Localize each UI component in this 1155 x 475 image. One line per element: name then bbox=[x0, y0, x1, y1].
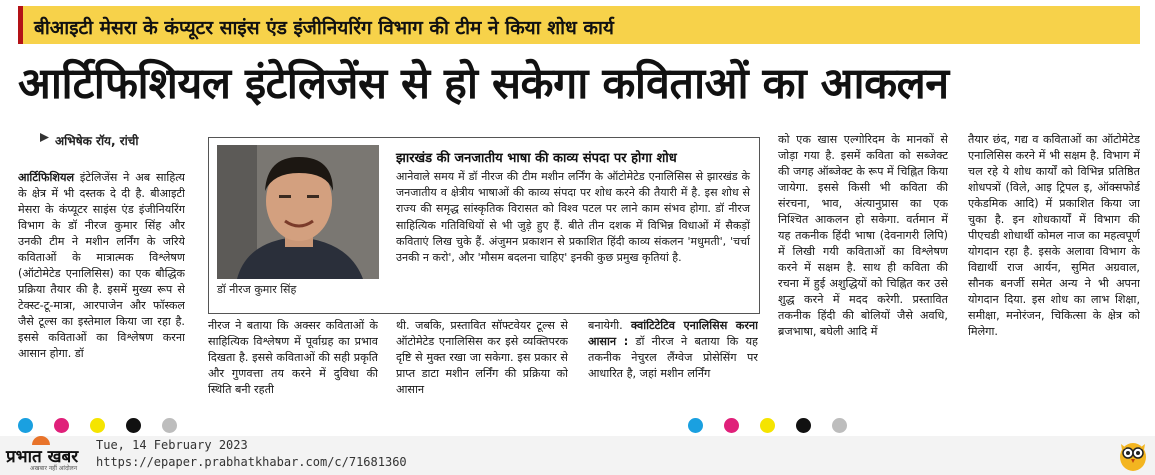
column-1-text: इंटेलिजेंस ने अब साहित्य के क्षेत्र में भी दस्तक दे दी है. बीआइटी मेसरा के कंप्यूटर साइंस एंड इंजीनियरिंग विभाग के डॉ नीरज कुमार सिंह और उनकी टीम ने मशीन लर्निंग के जरिये कविताओं के मात्रात्मक विश्लेषण (ऑटोमेटेड एनालिसिस) का एक बौद्धिक प्रक्रिया तैयार की है. इसमें मुख्य रूप से टेक्स्ट-टू-मात्रा, आरपाजेन और फॉस्कल जैसे टूल्स का इस्तेमाल किया जा रहा है. इससे कविताओं का विश्लेषण करना आसान होगा. डॉ bbox=[18, 171, 185, 360]
kicker-text: बीआइटी मेसरा के कंप्यूटर साइंस एंड इंजीनियरिंग विभाग की टीम ने किया शोध कार्य bbox=[34, 17, 614, 39]
edition-url[interactable]: https://epaper.prabhatkhabar.com/c/71681360 bbox=[96, 455, 407, 469]
photo-caption: डॉ नीरज कुमार सिंह bbox=[217, 283, 297, 296]
byline: अभिषेक रॉय, रांची bbox=[55, 134, 139, 148]
registration-swatch-magenta bbox=[724, 418, 739, 433]
article-column-2: नीरज ने बताया कि अक्सर कविताओं के साहित्यिक विश्लेषण में पूर्वाग्रह का प्रभाव दिखता है. इससे कविताओं की सही प्रकृति और गुणवत्ता तय करने में दुविधा की स्थिति बनी रहती bbox=[208, 319, 378, 396]
registration-swatch-cyan bbox=[18, 418, 33, 433]
article-column-6: तैयार छंद, गद्य व कविताओं का ऑटोमेटेड एनालिसिस करने में भी सक्षम है. विभाग में चल रहे ये शोध कार्यों को विभिन्न प्रतिष्ठित शोधपत्रों (विले, आइ ट्रिपल इ, ऑक्सफोर्ड एकेडमिक आदि) में प्रकाशित किया जा चुका है. इन शोधकार्यों में विभाग की पीएचडी शोधार्थी कोमल नाज का महत्वपूर्ण योगदान रहा है. इसके अलावा विभाग के विद्यार्थी राज आर्यन, सुमित अग्रवाल, सौनक बनर्जी समेत अन्य ने भी अपना योगदान दिया. इस शोध का लाभ शिक्षा, समीक्षा, मनोरंजन, चिकित्सा के क्षेत्र को मिलेगा. bbox=[968, 133, 1140, 338]
column-4-text: डॉ नीरज ने बताया कि यह तकनीक नेचुरल लैंग्वेज प्रोसेसिंग पर आधारित है, जहां मशीन लर्निंग bbox=[588, 335, 758, 380]
registration-swatch-black bbox=[796, 418, 811, 433]
logo-text: प्रभात खबर bbox=[6, 447, 79, 467]
portrait-image bbox=[217, 145, 379, 279]
logo-tagline: अखबार नहीं आंदोलन bbox=[30, 465, 78, 472]
box-text: आनेवाले समय में डॉ नीरज की टीम मशीन लर्निंग के ऑटोमेटेड एनालिसिस से झारखंड के जनजातीय व क्षेत्रीय भाषाओं की काव्य संपदा पर शोध करने की तैयारी में है. इस शोध से राज्य की समृद्ध सांस्कृतिक विरासत को विश्व पटल पर लाने काम संभव होगा. डॉ नीरज साहित्यिक गतिविधियों से भी जुड़े हुए हैं. बीते तीन दशक में विभिन्न विधाओं में सैकड़ों कविताएं लिख चुके हैं. अंजुमन प्रकाशन से प्रकाशित हिंदी काव्य संकलन 'मधुमती', 'चर्चा उनकी न करो', और 'मौसम बदलना चाहिए' इनकी कुछ प्रमुख कृतियां है. bbox=[396, 170, 750, 265]
kicker-strip bbox=[18, 6, 1140, 44]
subheading: क्वांटिटेटिव एनालिसिस करना आसान : bbox=[588, 319, 758, 348]
registration-swatch-grey bbox=[162, 418, 177, 433]
lead-word: आर्टिफिशियल bbox=[18, 171, 75, 184]
registration-swatch-cyan bbox=[688, 418, 703, 433]
registration-swatch-yellow bbox=[90, 418, 105, 433]
registration-swatch-black bbox=[126, 418, 141, 433]
edition-date: Tue, 14 February 2023 bbox=[96, 438, 248, 452]
owl-mascot-icon bbox=[1118, 438, 1148, 472]
author-photo bbox=[217, 145, 379, 279]
headline: आर्टिफिशियल इंटेलिजेंस से हो सकेगा कविताओं का आकलन bbox=[18, 59, 949, 109]
article-column-5: को एक खास एल्गोरिदम के मानकों से जोड़ा गया है. इसमें कविता को सब्जेक्ट की जगह ऑब्जेक्ट के रूप में चिह्नित किया जायेगा. इससे किसी भी कविता की संरचना, भाव, अंत्यानुप्रास का एक निश्चित आकलन हो सकेगा. वर्तमान में यह तकनीक हिंदी भाषा (देवनागरी लिपि) में लिखी गयी कविताओं का विश्लेषण करने में सक्षम है. साथ ही कविता की रचना में हुई अशुद्धियों को चिह्नित कर उसे शुद्ध करने में मदद करेगी. प्रस्तावित तकनीक हिंदी की बोलियों जैसे अवधि, ब्रजभाषा, बघेली आदि में bbox=[778, 133, 948, 338]
byline-bullet-icon bbox=[40, 133, 49, 142]
registration-swatch-grey bbox=[832, 418, 847, 433]
article-column-1 bbox=[18, 170, 185, 410]
registration-swatch-magenta bbox=[54, 418, 69, 433]
kicker-accent-bar bbox=[18, 6, 23, 44]
column-4-lead: बनायेगी. bbox=[588, 319, 623, 332]
registration-swatch-yellow bbox=[760, 418, 775, 433]
article-column-3: थी. जबकि, प्रस्तावित सॉफ्टवेयर टूल्स से ऑटोमेटेड एनालिसिस कर इसे व्यक्तिपरक दृष्टि से मुक्त रखा जा सकेगा. इस प्रकार से प्राप्त डाटा मशीन लर्निंग की प्रक्रिया को आसान bbox=[396, 319, 568, 396]
article-column-4 bbox=[588, 318, 758, 410]
box-title: झारखंड की जनजातीय भाषा की काव्य संपदा पर होगा शोध bbox=[396, 151, 677, 166]
